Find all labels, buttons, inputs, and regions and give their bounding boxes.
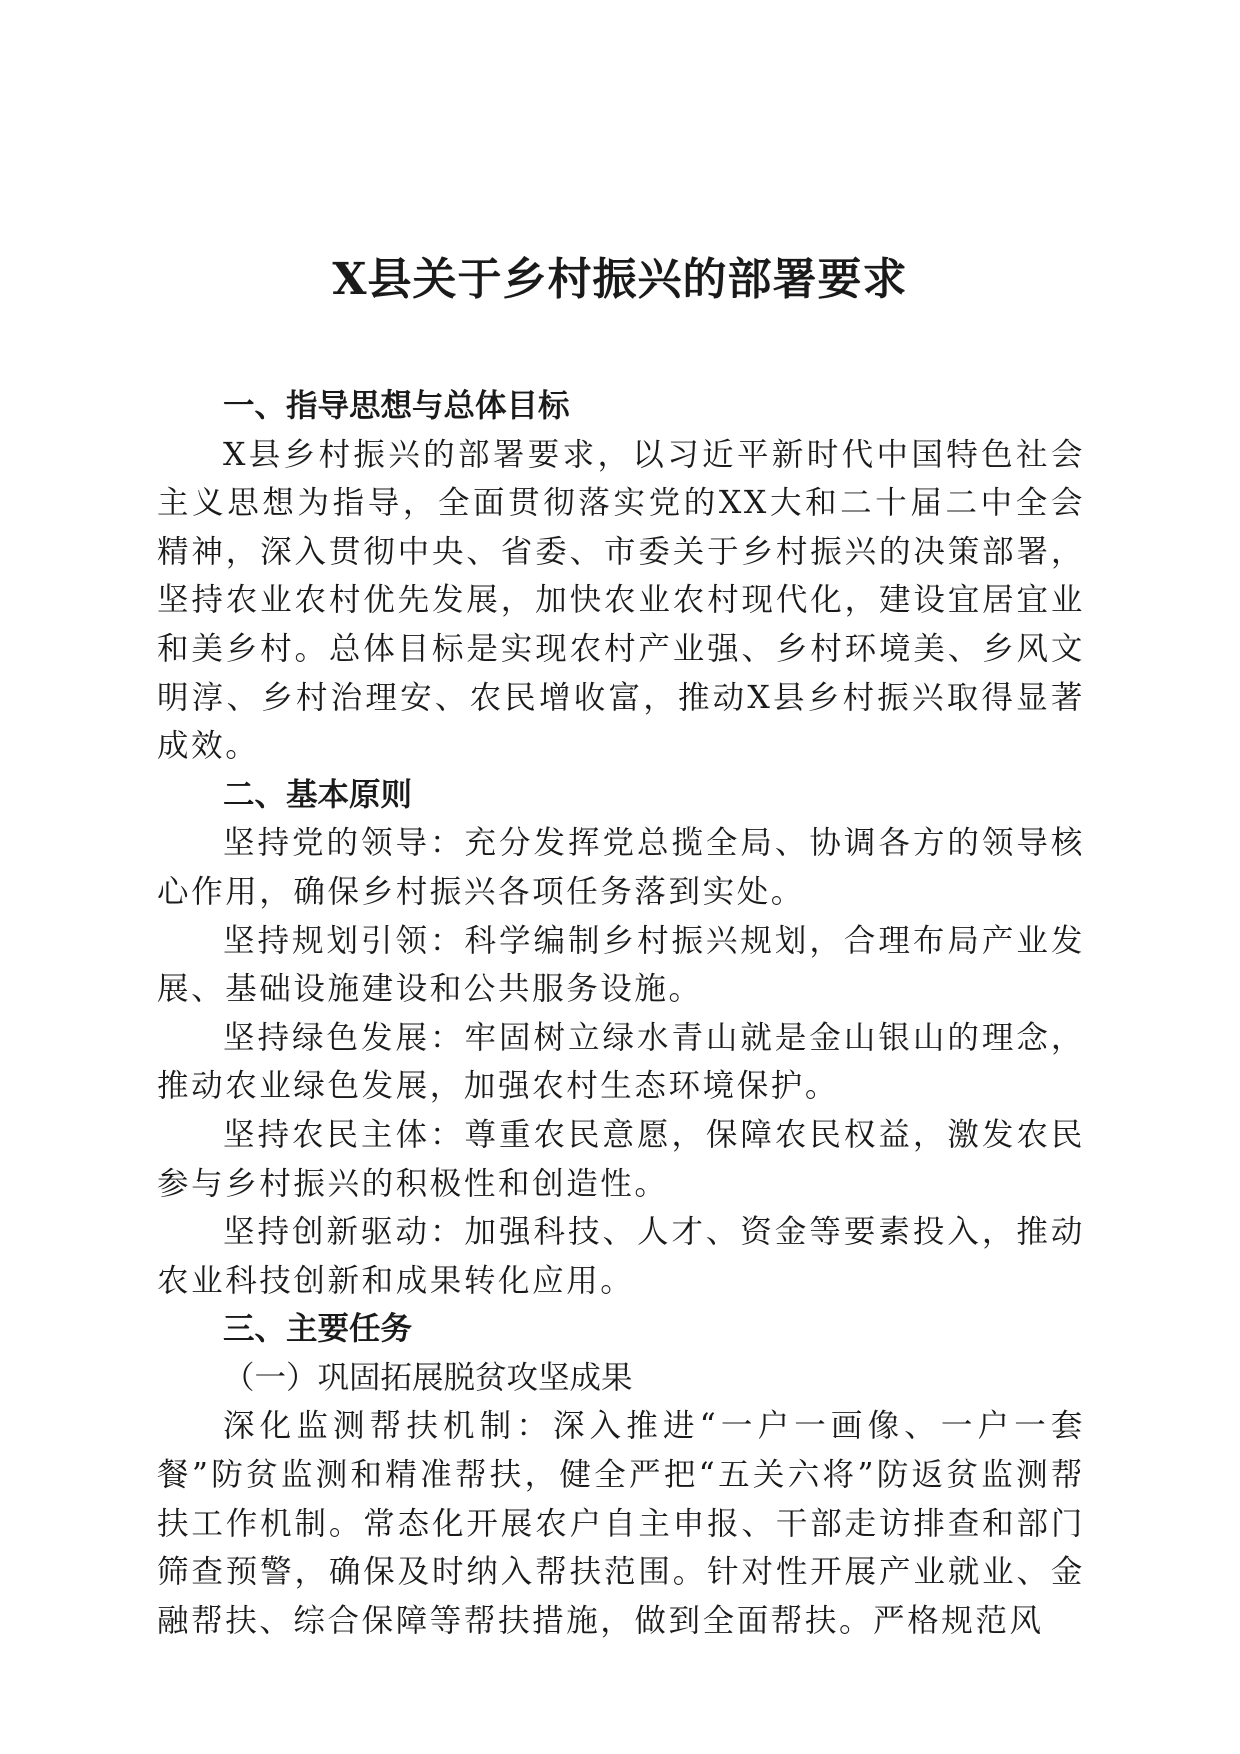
paragraph: 深化监测帮扶机制：深入推进“一户一画像、一户一套餐”防贫监测和精准帮扶，健全严把“五关六将”防返贫监测帮扶工作机制。常态化开展农户自主申报、干部走访排查和部门筛查预警，确保及时纳入帮扶范围。针对性开展产业就业、金融帮扶、综合保障等帮扶措施，做到全面帮扶。严格规范风 [157,1408,1085,1639]
paragraph: 坚持党的领导：充分发挥党总揽全局、协调各方的领导核心作用，确保乡村振兴各项任务落到实处。 [157,825,1085,910]
section-heading-1: 一、指导思想与总体目标 [223,388,570,424]
section-heading-2: 二、基本原则 [223,776,413,813]
section-heading-3: 三、主要任务 [223,1311,413,1348]
paragraph: 坚持创新驱动：加强科技、人才、资金等要素投入，推动农业科技创新和成果转化应用。 [157,1214,1085,1299]
document-title: X县关于乡村振兴的部署要求 [332,254,908,305]
subsection-heading: （一）巩固拓展脱贫攻坚成果 [223,1359,633,1396]
paragraph: X县乡村振兴的部署要求，以习近平新时代中国特色社会主义思想为指导，全面贯彻落实党的XX大和二十届二中全会精神，深入贯彻中央、省委、市委关于乡村振兴的决策部署，坚持农业农村优先发展，加快农业农村现代化，建设宜居宜业和美乡村。总体目标是实现农村产业强、乡村环境美、乡风文明淳、乡村治理安、农民增收富，推动X县乡村振兴取得显著成效。 [157,436,1085,765]
paragraph: 坚持绿色发展：牢固树立绿水青山就是金山银山的理念，推动农业绿色发展，加强农村生态环境保护。 [157,1019,1085,1105]
document-body [157,382,1085,1645]
paragraph: 坚持农民主体：尊重农民意愿，保障农民权益，激发农民参与乡村振兴的积极性和创造性。 [157,1116,1085,1202]
paragraph: 坚持规划引领：科学编制乡村振兴规划，合理布局产业发展、基础设施建设和公共服务设施。 [157,922,1085,1008]
